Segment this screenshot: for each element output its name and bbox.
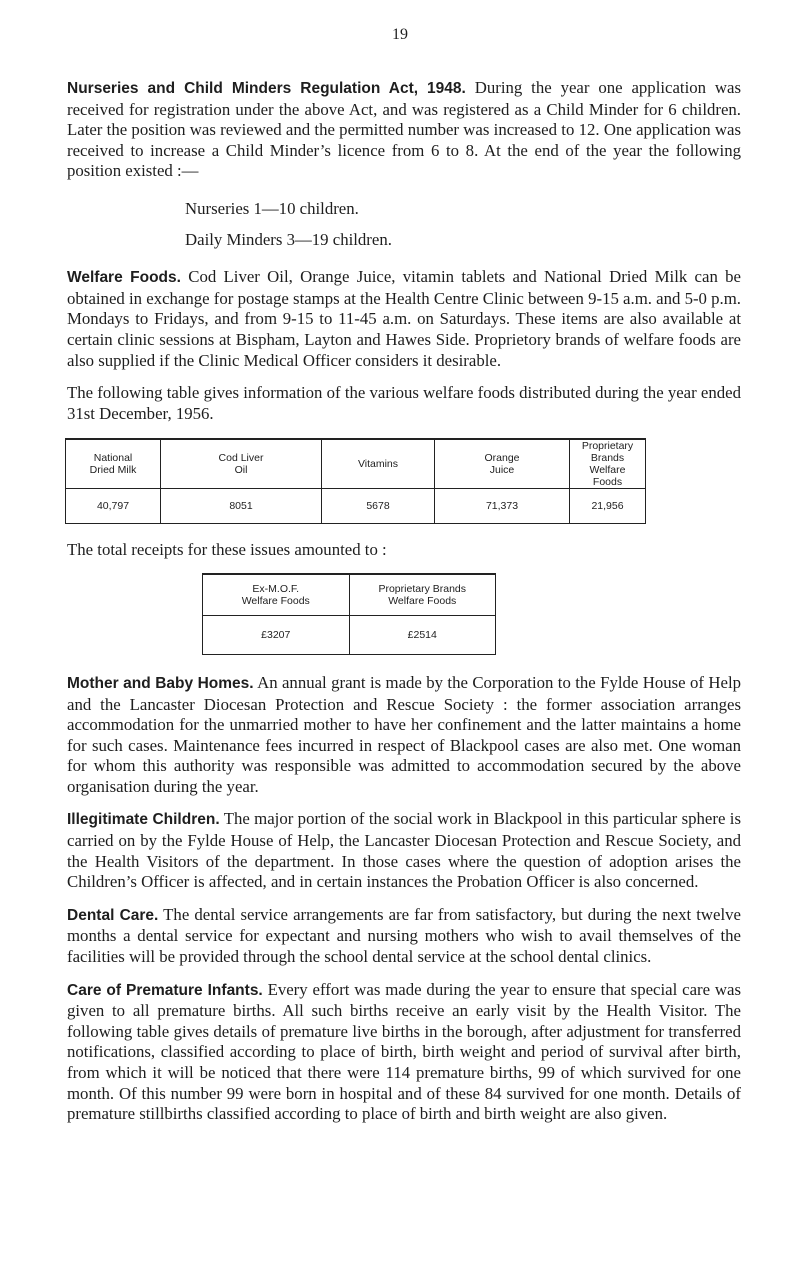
mother-baby-heading: Mother and Baby Homes. bbox=[67, 674, 254, 692]
premature-text: Every effort was made during the year to ensure that special care was given to all premature births. All such births receive an early visit by the Health Visitor. The following table gives details of premature live births in the borough, after adjustment for transferred notifications, classified according to place of birth, birth weight and period of survival after birth, from which it will be noticed that there were 114 premature births, 99 of which survived for one month. Of this number 99 were born in hospital and of these 84 survived for one month. Details of premature stillbirths classified according to place of birth and birth weight are also given. bbox=[67, 979, 741, 1124]
welfare-foods-table bbox=[65, 438, 646, 524]
header-cod-liver-oil: Cod Liver Oil bbox=[218, 452, 264, 477]
nurseries-paragraph bbox=[67, 78, 741, 182]
premature-heading: Care of Premature Infants. bbox=[67, 981, 263, 999]
receipts-intro: The total receipts for these issues amounted to : bbox=[67, 540, 387, 560]
table-header-row bbox=[66, 439, 646, 489]
welfare-foods-text: Cod Liver Oil, Orange Juice, vitamin tablets and National Dried Milk can be obtained in exchange for postage stamps at the Health Centre Clinic between 9-15 a.m. and 5-0 p.m. Mondays to Fridays, and from 9-15 to 11-45 a.m. on Saturdays. These items are also available at certain clinic sessions at Bispham, Layton and Hawes Side. Proprietory brands of welfare foods are also supplied if the Clinic Medical Officer considers it desirable. bbox=[67, 267, 741, 370]
table-header-cell bbox=[66, 439, 161, 489]
list-item: Daily Minders 3—19 children. bbox=[185, 229, 392, 249]
header-proprietary-receipts: Proprietary Brands Welfare Foods bbox=[378, 582, 467, 607]
table-cell: 40,797 bbox=[66, 489, 161, 524]
header-ex-mof: Ex-M.O.F. Welfare Foods bbox=[241, 582, 310, 607]
page-number: 19 bbox=[392, 26, 408, 43]
illegitimate-paragraph bbox=[67, 809, 741, 892]
receipts-table bbox=[202, 573, 496, 655]
table-header-cell bbox=[203, 574, 350, 616]
table-cell: 8051 bbox=[161, 489, 322, 524]
table-row bbox=[203, 615, 496, 654]
table-header-cell bbox=[161, 439, 322, 489]
dental-paragraph bbox=[67, 905, 741, 968]
dental-heading: Dental Care. bbox=[67, 906, 159, 924]
welfare-table-intro: The following table gives information of the various welfare foods distributed during the year ended 31st December, 1956. bbox=[67, 383, 741, 423]
table-header-cell bbox=[570, 439, 646, 489]
header-vitamins: Vitamins bbox=[357, 458, 399, 471]
table-header-row bbox=[203, 574, 496, 616]
welfare-foods-heading: Welfare Foods. bbox=[67, 269, 181, 287]
table-cell: 71,373 bbox=[435, 489, 570, 524]
illegitimate-heading: Illegitimate Children. bbox=[67, 811, 220, 829]
welfare-foods-paragraph bbox=[67, 267, 741, 371]
dental-text: The dental service arrangements are far from satisfactory, but during the next twelve months a dental service for expectant and nursing mothers who wish to avail themselves of the facilities will be provided through the school dental service at the school dental clinics. bbox=[67, 904, 741, 967]
table-header-cell bbox=[322, 439, 435, 489]
table-cell: 5678 bbox=[322, 489, 435, 524]
list-item: Nurseries 1—10 children. bbox=[185, 198, 359, 218]
mother-baby-paragraph bbox=[67, 673, 741, 798]
table-header-cell bbox=[349, 574, 496, 616]
header-national-dried-milk: National Dried Milk bbox=[89, 452, 137, 477]
header-orange-juice: Orange Juice bbox=[484, 452, 520, 477]
nurseries-heading: Nurseries and Child Minders Regulation Act, 1948. bbox=[67, 80, 466, 97]
table-cell: 21,956 bbox=[570, 489, 646, 524]
nurseries-list bbox=[67, 194, 741, 255]
table-cell: £2514 bbox=[349, 615, 496, 654]
premature-paragraph bbox=[67, 980, 741, 1125]
nurseries-text: During the year one application was received for registration under the above Act, and was registered as a Child Minder for 6 children. Later the position was reviewed and the permitted number was increased to 12. One application was received to increase a Child Minder’s licence from 6 to 8. At the end of the year the following position existed :— bbox=[67, 78, 742, 181]
table-row bbox=[66, 489, 646, 524]
page-content bbox=[67, 78, 741, 1137]
mother-baby-text: An annual grant is made by the Corporation to the Fylde House of Help and the Lancaster Diocesan Protection and Rescue Society : the former association arranges accommodation for the unmarried mother to have her confinement and the latter maintains a home for such cases. Maintenance fees incurred in respect of Blackpool cases are also met. One woman for whom this authority was responsible was admitted to accommodation secured by the above organisation during the year. bbox=[67, 672, 741, 796]
illegitimate-text: The major portion of the social work in Blackpool in this particular sphere is carried on by the Fylde House of Help, the Lancaster Diocesan Protection and Rescue Society, and the Health Visitors of the department. In those cases where the question of adoption arises the Children’s Officer is affected, and in certain instances the Probation Officer is also concerned. bbox=[67, 809, 741, 892]
header-proprietary-brands: Proprietary Brands Welfare Foods bbox=[581, 440, 634, 489]
table-cell: £3207 bbox=[203, 615, 350, 654]
table-header-cell bbox=[435, 439, 570, 489]
